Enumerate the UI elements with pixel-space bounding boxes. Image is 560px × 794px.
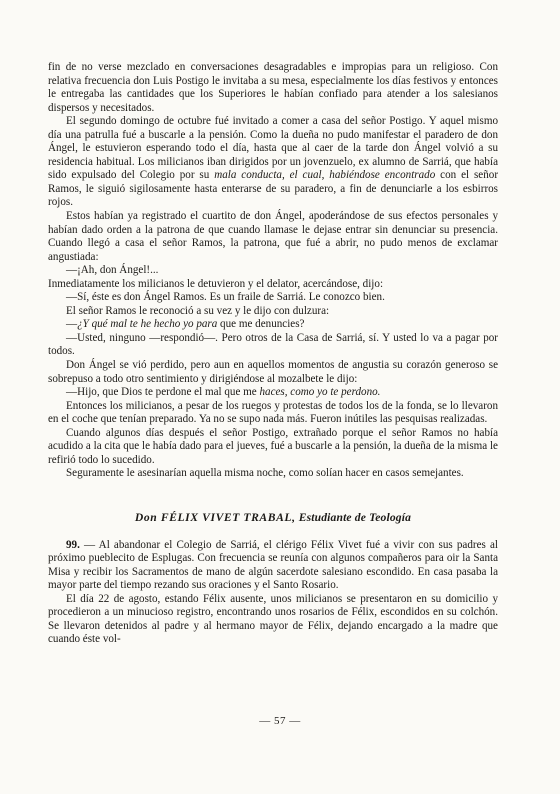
text-run: El señor Ramos le reconoció a su vez y le dijo con dulzura: bbox=[66, 304, 330, 317]
paragraph bbox=[48, 593, 498, 647]
text-run: —Hijo, que Dios te perdone el mal que me bbox=[66, 386, 260, 399]
italic-run: mala conducta, el cual, habiéndose encontrado bbox=[214, 169, 436, 182]
text-run: El día 22 de agosto, estando Félix ausente, unos milicianos se presentaron en su domicilio y procedieron a un minucioso registro, encontrando unos rosarios de Félix, escondidos en su colchón. Se llevaron detenidos al padre y al hermano mayor de Félix, dejando encargado a la madre que cuando éste vol- bbox=[48, 592, 498, 646]
italic-run: ¿Y qué mal te he hecho yo para bbox=[77, 318, 218, 331]
paragraph bbox=[48, 278, 498, 292]
paragraph bbox=[48, 427, 498, 468]
text-run: Seguramente le asesinarían aquella misma noche, como solían hacer en casos semejantes. bbox=[66, 467, 464, 480]
paragraph bbox=[48, 332, 498, 359]
text-run: — bbox=[66, 318, 78, 331]
text-run: Don Ángel se vió perdido, pero aun en aquellos momentos de angustia su corazón generoso se sobrepuso a todo otro sentimiento y dirigiéndose al mozalbete le dijo: bbox=[48, 359, 498, 385]
text-run: El segundo domingo de octubre fué invitado a comer a casa del señor Postigo. Y aquel mismo día una patrulla fué a buscarle a la pensión. Como la dueña no pudo manifestar el paradero de don Ángel, le estuvieron esperando todo el día, hasta que al caer de la tarde don Ángel volvió a su residencia habitual. Los milicianos iban dirigidos por un jovenzuelo, ex alumno de Sarriá, que había sido expulsado del Colegio por su bbox=[48, 115, 498, 182]
page-number: — 57 — bbox=[259, 715, 301, 727]
narrative-block bbox=[48, 61, 498, 481]
text-run: Cuando algunos días después el señor Postigo, extrañado porque el señor Ramos no había acudido a la cita que le había dado para el jueves, fué a buscarle a la pensión, la dueña de la misma le refirió todo lo sucedido. bbox=[48, 426, 498, 466]
paragraph bbox=[48, 291, 498, 305]
paragraph bbox=[48, 210, 498, 264]
paragraph bbox=[48, 467, 498, 481]
text-run: que me denuncies? bbox=[217, 318, 305, 331]
text-run: Estos habían ya registrado el cuartito de don Ángel, apoderándose de sus efectos personales y habían dado orden a la patrona de que cuando llamase le dejase entrar sin denunciar su presencia. Cuando llegó a casa el señor Ramos, la patrona, que fué a abrir, no pudo menos de exclamar angustiada: bbox=[48, 210, 498, 263]
paragraph-number: 99. bbox=[66, 538, 80, 551]
paragraph bbox=[48, 264, 498, 278]
paragraph bbox=[48, 359, 498, 386]
body-text bbox=[48, 61, 498, 647]
italic-run: haces, como yo te perdono. bbox=[259, 386, 381, 399]
paragraph bbox=[48, 61, 498, 115]
text-run: con el señor Ramos, le siguió sigilosamente hasta enterarse de su paradero, a fin de denunciarle a los esbirros rojos. bbox=[48, 169, 499, 209]
text-run: —Usted, ninguno —respondió—. Pero otros de la Casa de Sarriá, sí. Y usted lo va a pagar por todos. bbox=[48, 331, 498, 358]
text-run: —¡Ah, don Ángel!... bbox=[66, 264, 159, 277]
paragraph bbox=[48, 318, 498, 332]
paragraph bbox=[48, 386, 498, 400]
heading-name: Don FÉLIX VIVET TRABAL, bbox=[134, 510, 296, 524]
paragraph bbox=[48, 539, 498, 593]
text-run: —Sí, éste es don Ángel Ramos. Es un fraile de Sarriá. Le conozco bien. bbox=[66, 291, 385, 304]
text-run: Inmediatamente los milicianos le detuvieron y el delator, acercándose, dijo: bbox=[48, 277, 384, 290]
biography-block bbox=[48, 539, 498, 647]
text-run: — Al abandonar el Colegio de Sarriá, el clérigo Félix Vivet fué a vivir con sus padres al próximo pueblecito de Esplugas. Con frecuencia se reunía con algunos compañeros para oir la Santa Misa y recibir los Sacramentos de mano de algún sacerdote salesiano escondido. En casa pasaba la mayor parte del tiempo rezando sus oraciones y el Santo Rosario. bbox=[48, 538, 498, 592]
paragraph bbox=[48, 115, 498, 210]
text-run: fin de no verse mezclado en conversaciones desagradables e impropias para un religioso. Con relativa frecuencia don Luis Postigo le invitaba a su mesa, especialmente los días festivos y entonces le entregaba las cantidades que los Superiores le habían confiado para atender a los salesianos dispersos y necesitados. bbox=[48, 61, 498, 114]
text-run: Entonces los milicianos, a pesar de los ruegos y protestas de todos los de la fonda, se lo llevaron en el coche que tenían preparado. Ya no se supo nada más. Fueron inútiles las pesquisas realizadas. bbox=[48, 399, 498, 426]
paragraph bbox=[48, 400, 498, 427]
section-heading bbox=[48, 511, 498, 525]
heading-role: Estudiante de Teología bbox=[298, 510, 412, 524]
paragraph bbox=[48, 305, 498, 319]
